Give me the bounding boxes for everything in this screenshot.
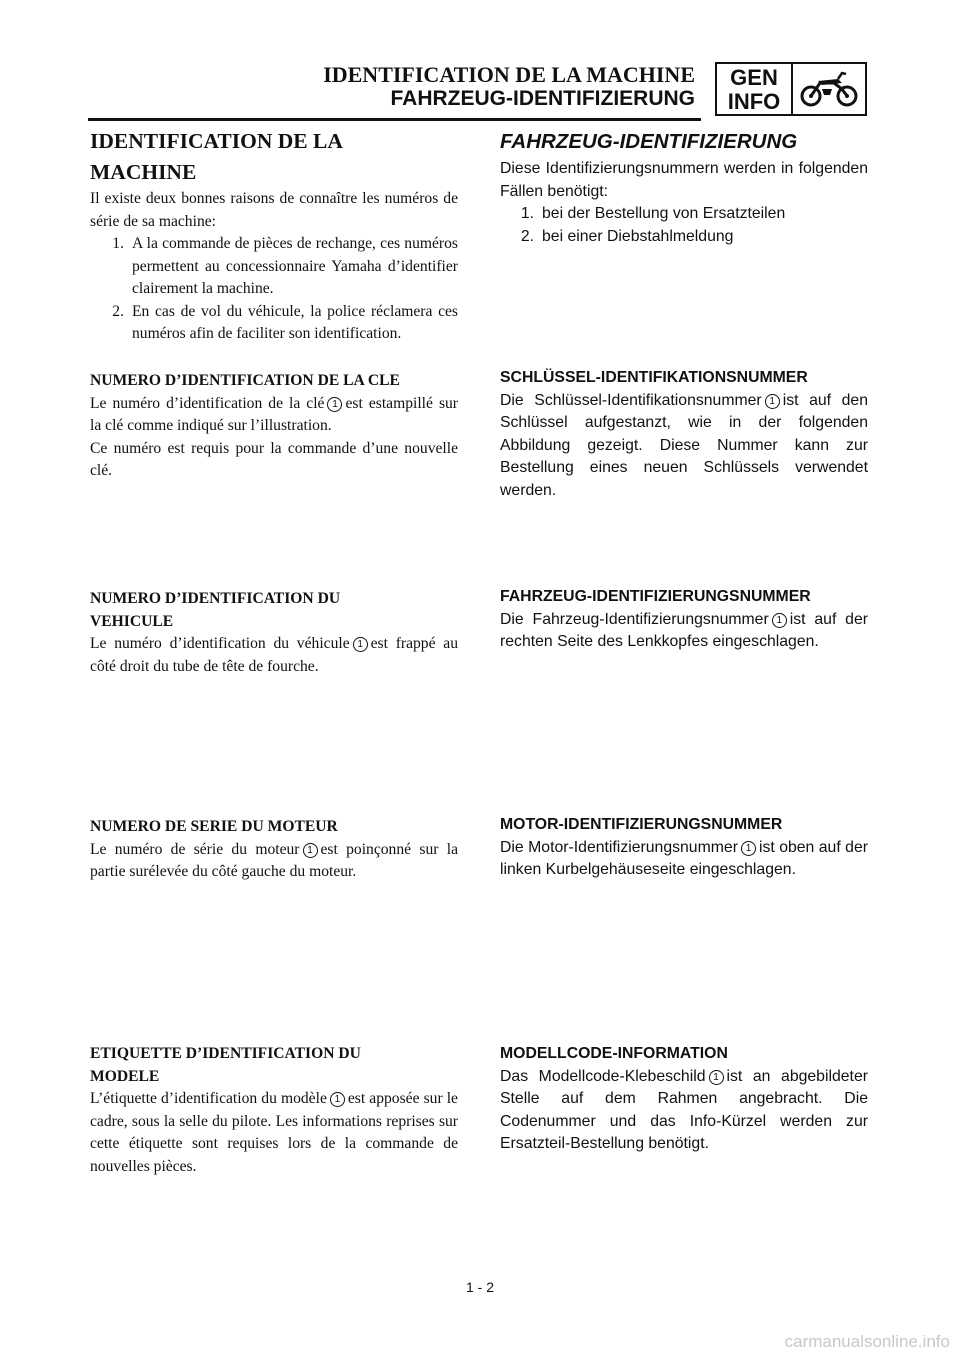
- list-item: [90, 233, 458, 301]
- watermark: carmanualsonline.info: [784, 1332, 950, 1351]
- fr-key-paragraph-2: Ce numéro est requis pour la commande d’une nouvelle clé.: [90, 439, 458, 479]
- callout-1-icon: 1: [330, 1092, 345, 1107]
- fr-intro-block: [90, 188, 458, 346]
- de-engine-heading: MOTOR-IDENTIFIZIERUNGSNUMMER: [500, 816, 783, 833]
- callout-1-icon: 1: [327, 397, 342, 412]
- callout-1-icon: 1: [303, 843, 318, 858]
- de-model-section: [500, 1043, 868, 1156]
- list-number: 2.: [520, 227, 534, 245]
- list-text: bei einer Diebstahlmeldung: [542, 227, 734, 245]
- list-text: A la commande de pièces de rechange, ces numéros permettent au concessionnaire Yamaha d’identifier clairement la machine.: [132, 235, 458, 297]
- badge-label: [717, 64, 793, 114]
- de-vehicle-heading: FAHRZEUG-IDENTIFIZIERUNGSNUMMER: [500, 588, 811, 605]
- fr-vehicle-heading-2: VEHICULE: [90, 612, 174, 630]
- list-number: 2.: [112, 302, 124, 320]
- list-item: [500, 203, 868, 226]
- de-engine-paragraph: Die Motor-Identifizierungsnummer 1 ist oben auf der linken Kurbelgehäuseseite eingeschlagen.: [500, 838, 868, 878]
- fr-title-line1: IDENTIFICATION DE LA: [90, 129, 343, 153]
- fr-model-heading-1: ETIQUETTE D’IDENTIFICATION DU: [90, 1045, 361, 1062]
- de-intro: Diese Identifizierungsnummern werden in folgenden Fällen benötigt:: [500, 160, 868, 200]
- fr-engine-heading: NUMERO DE SERIE DU MOTEUR: [90, 818, 338, 835]
- fr-section-title: [90, 128, 458, 186]
- list-text: En cas de vol du véhicule, la police réclamera ces numéros afin de faciliter son identification.: [132, 302, 458, 342]
- fr-vehicle-paragraph: Le numéro d’identification du véhicule 1 est frappé au côté droit du tube de tête de fourche.: [90, 635, 458, 675]
- de-model-heading: MODELLCODE-INFORMATION: [500, 1045, 728, 1062]
- header-rule: [88, 118, 701, 121]
- badge-line2: INFO: [727, 89, 781, 114]
- de-intro-block: [500, 158, 868, 248]
- header-title-fr: IDENTIFICATION DE LA MACHINE: [323, 62, 695, 87]
- list-item: [90, 301, 458, 346]
- de-key-paragraph: Die Schlüssel-Identifikationsnummer 1 ist auf den Schlüssel aufgestanzt, wie in der folgenden Abbildung gezeigt. Diese Nummer kann zur Bestellung eines neuen Schlüssels verwendet werden.: [500, 391, 868, 499]
- fr-key-section: [90, 370, 458, 483]
- fr-model-heading-2: MODELE: [90, 1067, 160, 1085]
- fr-vehicle-section: [90, 588, 458, 678]
- fr-engine-paragraph: Le numéro de série du moteur 1 est poinçonné sur la partie surélevée du côté gauche du moteur.: [90, 840, 458, 880]
- list-item: [500, 226, 868, 249]
- list-number: 1.: [112, 235, 124, 252]
- fr-title-line2: MACHINE: [90, 160, 197, 184]
- section-badge: [715, 62, 867, 116]
- callout-1-icon: 1: [741, 841, 756, 856]
- fr-model-section: [90, 1043, 458, 1178]
- fr-engine-section: [90, 816, 458, 884]
- badge-line1: GEN: [730, 65, 778, 90]
- list-text: bei der Bestellung von Ersatzteilen: [542, 205, 786, 222]
- fr-key-heading: NUMERO D’IDENTIFICATION DE LA CLE: [90, 372, 400, 389]
- fr-intro: Il existe deux bonnes raisons de connaître les numéros de série de sa machine:: [90, 190, 458, 230]
- callout-1-icon: 1: [765, 394, 780, 409]
- callout-1-icon: 1: [772, 613, 787, 628]
- list-number: 1.: [520, 205, 534, 222]
- page-number: 1 - 2: [465, 1279, 494, 1295]
- de-vehicle-paragraph: Die Fahrzeug-Identifizierungsnummer 1 ist auf der rechten Seite des Lenkkopfes eingeschlagen.: [500, 610, 868, 650]
- fr-model-paragraph: L’étiquette d’identification du modèle 1 est apposée sur le cadre, sous la selle du pilote. Les informations reprises sur cette étiquette sont requises lors de la commande de nouvelles pièces.: [90, 1090, 458, 1175]
- header-title-de: FAHRZEUG-IDENTIFIZIERUNG: [390, 87, 695, 110]
- de-model-paragraph: Das Modellcode-Klebeschild 1 ist an abgebildeter Stelle auf dem Rahmen angebracht. Die Codenummer und das Info-Kürzel werden zur Ersatzteil-Bestellung benötigt.: [500, 1067, 868, 1152]
- motorcycle-icon: [793, 64, 865, 114]
- de-key-heading: SCHLÜSSEL-IDENTIFIKATIONSNUMMER: [500, 369, 808, 386]
- de-title: FAHRZEUG-IDENTIFIZIERUNG: [500, 130, 798, 153]
- de-key-section: [500, 367, 868, 502]
- de-vehicle-section: [500, 586, 868, 654]
- de-section-title: [500, 128, 868, 155]
- fr-key-paragraph: Le numéro d’identification de la clé 1 est estampillé sur la clé comme indiqué sur l’illustration.: [90, 394, 458, 434]
- callout-1-icon: 1: [353, 637, 368, 652]
- de-engine-section: [500, 814, 868, 882]
- fr-vehicle-heading-1: NUMERO D’IDENTIFICATION DU: [90, 590, 341, 607]
- callout-1-icon: 1: [709, 1070, 724, 1085]
